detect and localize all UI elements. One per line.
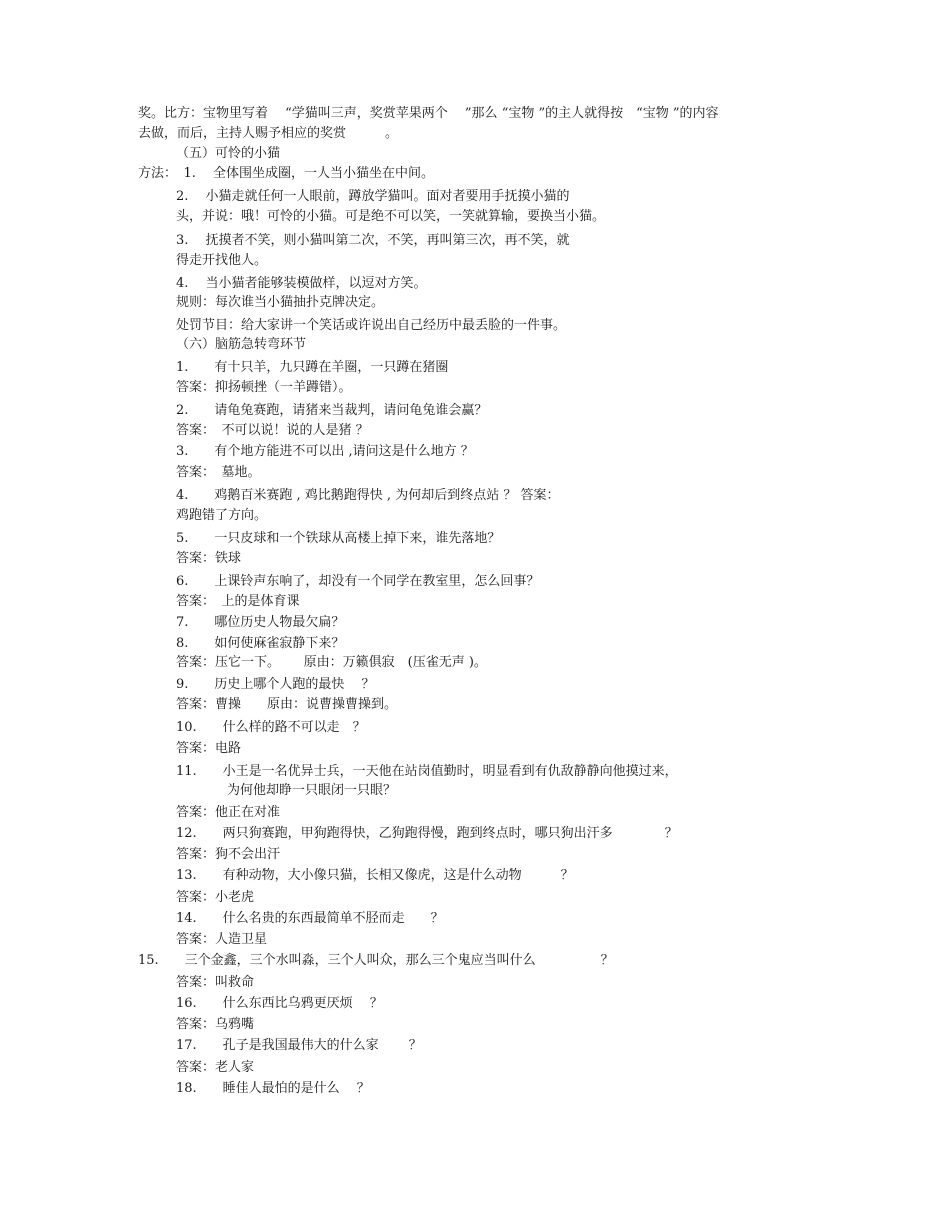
- riddle-answer: 答案： 不可以说！说的人是猪 ？: [176, 423, 369, 438]
- riddle-answer: 答案：压它一下。 原由：万籁俱寂 (压雀无声 )。: [176, 655, 487, 670]
- riddle-answer: 答案： 上的是体育课: [176, 594, 300, 609]
- riddle-answer: 答案：抑扬顿挫（一羊蹲错）。: [176, 380, 352, 395]
- text-line: 去做，而后，主持人赐予相应的奖赏 。: [138, 126, 399, 141]
- text-line: 2. 小猫走就任何一人眼前，蹲放学猫叫。面对者要用手抚摸小猫的: [176, 189, 570, 204]
- riddle-question: 12. 两只狗赛跑，甲狗跑得快，乙狗跑得慢，跑到终点时，哪只狗出汗多 ？: [176, 826, 678, 841]
- text-line: 3. 抚摸者不笑，则小猫叫第二次，不笑，再叫第三次，再不笑，就: [176, 233, 570, 248]
- riddle-answer: 答案：人造卫星: [176, 932, 268, 947]
- text-line: 得走开找他人。: [176, 253, 268, 268]
- section-heading: （六）脑筋急转弯环节: [176, 337, 307, 352]
- riddle-answer: 答案：叫救命: [176, 975, 255, 990]
- riddle-question: 5. 一只皮球和一个铁球从高楼上掉下来，谁先落地？: [176, 531, 501, 546]
- riddle-answer: 答案：乌鸦嘴: [176, 1017, 255, 1032]
- riddle-question: 9. 历史上哪个人跑的最快 ？: [176, 677, 375, 692]
- riddle-question: 13. 有种动物，大小像只猫，长相又像虎，这是什么动物 ？: [176, 868, 574, 883]
- riddle-question: 4. 鸡鹅百米赛跑 , 鸡比鹅跑得快 , 为何却后到终点站 ？ 答案：: [176, 488, 560, 503]
- riddle-question: 14. 什么名贵的东西最简单不胫而走 ？: [176, 911, 444, 926]
- riddle-answer: 答案：狗不会出汗: [176, 847, 281, 862]
- section-heading: （五）可怜的小猫: [176, 146, 281, 161]
- riddle-question: 1. 有十只羊，九只蹲在羊圈，一只蹲在猪圈: [176, 360, 449, 375]
- riddle-answer: 答案： 墓地。: [176, 465, 261, 480]
- riddle-answer: 答案：曹操 原由：说曹操曹操到。: [176, 697, 398, 712]
- riddle-question: 10. 什么样的路不可以走 ？: [176, 720, 366, 735]
- riddle-question: 7. 哪位历史人物最欠扁？: [176, 615, 345, 630]
- riddle-question: 11. 小王是一名优异士兵，一天他在站岗值勤时，明显看到有仇敌静静向他摸过来，: [176, 764, 678, 779]
- riddle-question-continuation: 为何他却睁一只眼闭一只眼？: [227, 783, 397, 798]
- riddle-question: 15. 三个金鑫，三个水叫淼，三个人叫众，那么三个鬼应当叫什么 ？: [138, 953, 614, 968]
- riddle-question: 17. 孔子是我国最伟大的什么家 ？: [176, 1038, 422, 1053]
- riddle-question: 6. 上课铃声东响了，却没有一个同学在教室里，怎么回事？: [176, 574, 540, 589]
- riddle-question: 3. 有个地方能进不可以出 ,请问这是什么地方 ？: [176, 444, 474, 459]
- riddle-answer: 鸡跑错了方向。: [176, 508, 268, 523]
- riddle-answer: 答案：他正在对准: [176, 805, 281, 820]
- riddle-question: 8. 如何使麻雀寂静下来？: [176, 636, 345, 651]
- text-line: 方法： 1. 全体围坐成圈，一人当小猫坐在中间。: [138, 166, 435, 181]
- text-line: 4. 当小猫者能够装模做样，以逗对方笑。: [176, 276, 427, 291]
- riddle-answer: 答案：老人家: [176, 1060, 255, 1075]
- riddle-answer: 答案：电路: [176, 741, 242, 756]
- text-line: 头，并说：哦！可怜的小猫。可是绝不可以笑，一笑就算输，要换当小猫。: [176, 209, 606, 224]
- text-line: 规则：每次谁当小猫抽扑克牌决定。: [176, 295, 385, 310]
- text-line: 处罚节目：给大家讲一个笑话或许说出自己经历中最丢脸的一件事。: [176, 318, 567, 333]
- riddle-question: 18. 睡佳人最怕的是什么 ？: [176, 1081, 370, 1096]
- text-line: 奖。比方：宝物里写着 “学猫叫三声，奖赏苹果两个 ”那么 “宝物 ”的主人就得按 “宝物 ”的内容: [138, 106, 719, 121]
- riddle-answer: 答案：铁球: [176, 551, 242, 566]
- riddle-question: 16. 什么东西比乌鸦更厌烦 ？: [176, 996, 383, 1011]
- riddle-answer: 答案：小老虎: [176, 890, 255, 905]
- riddle-question: 2. 请龟兔赛跑，请猪来当裁判，请问龟兔谁会赢？: [176, 403, 488, 418]
